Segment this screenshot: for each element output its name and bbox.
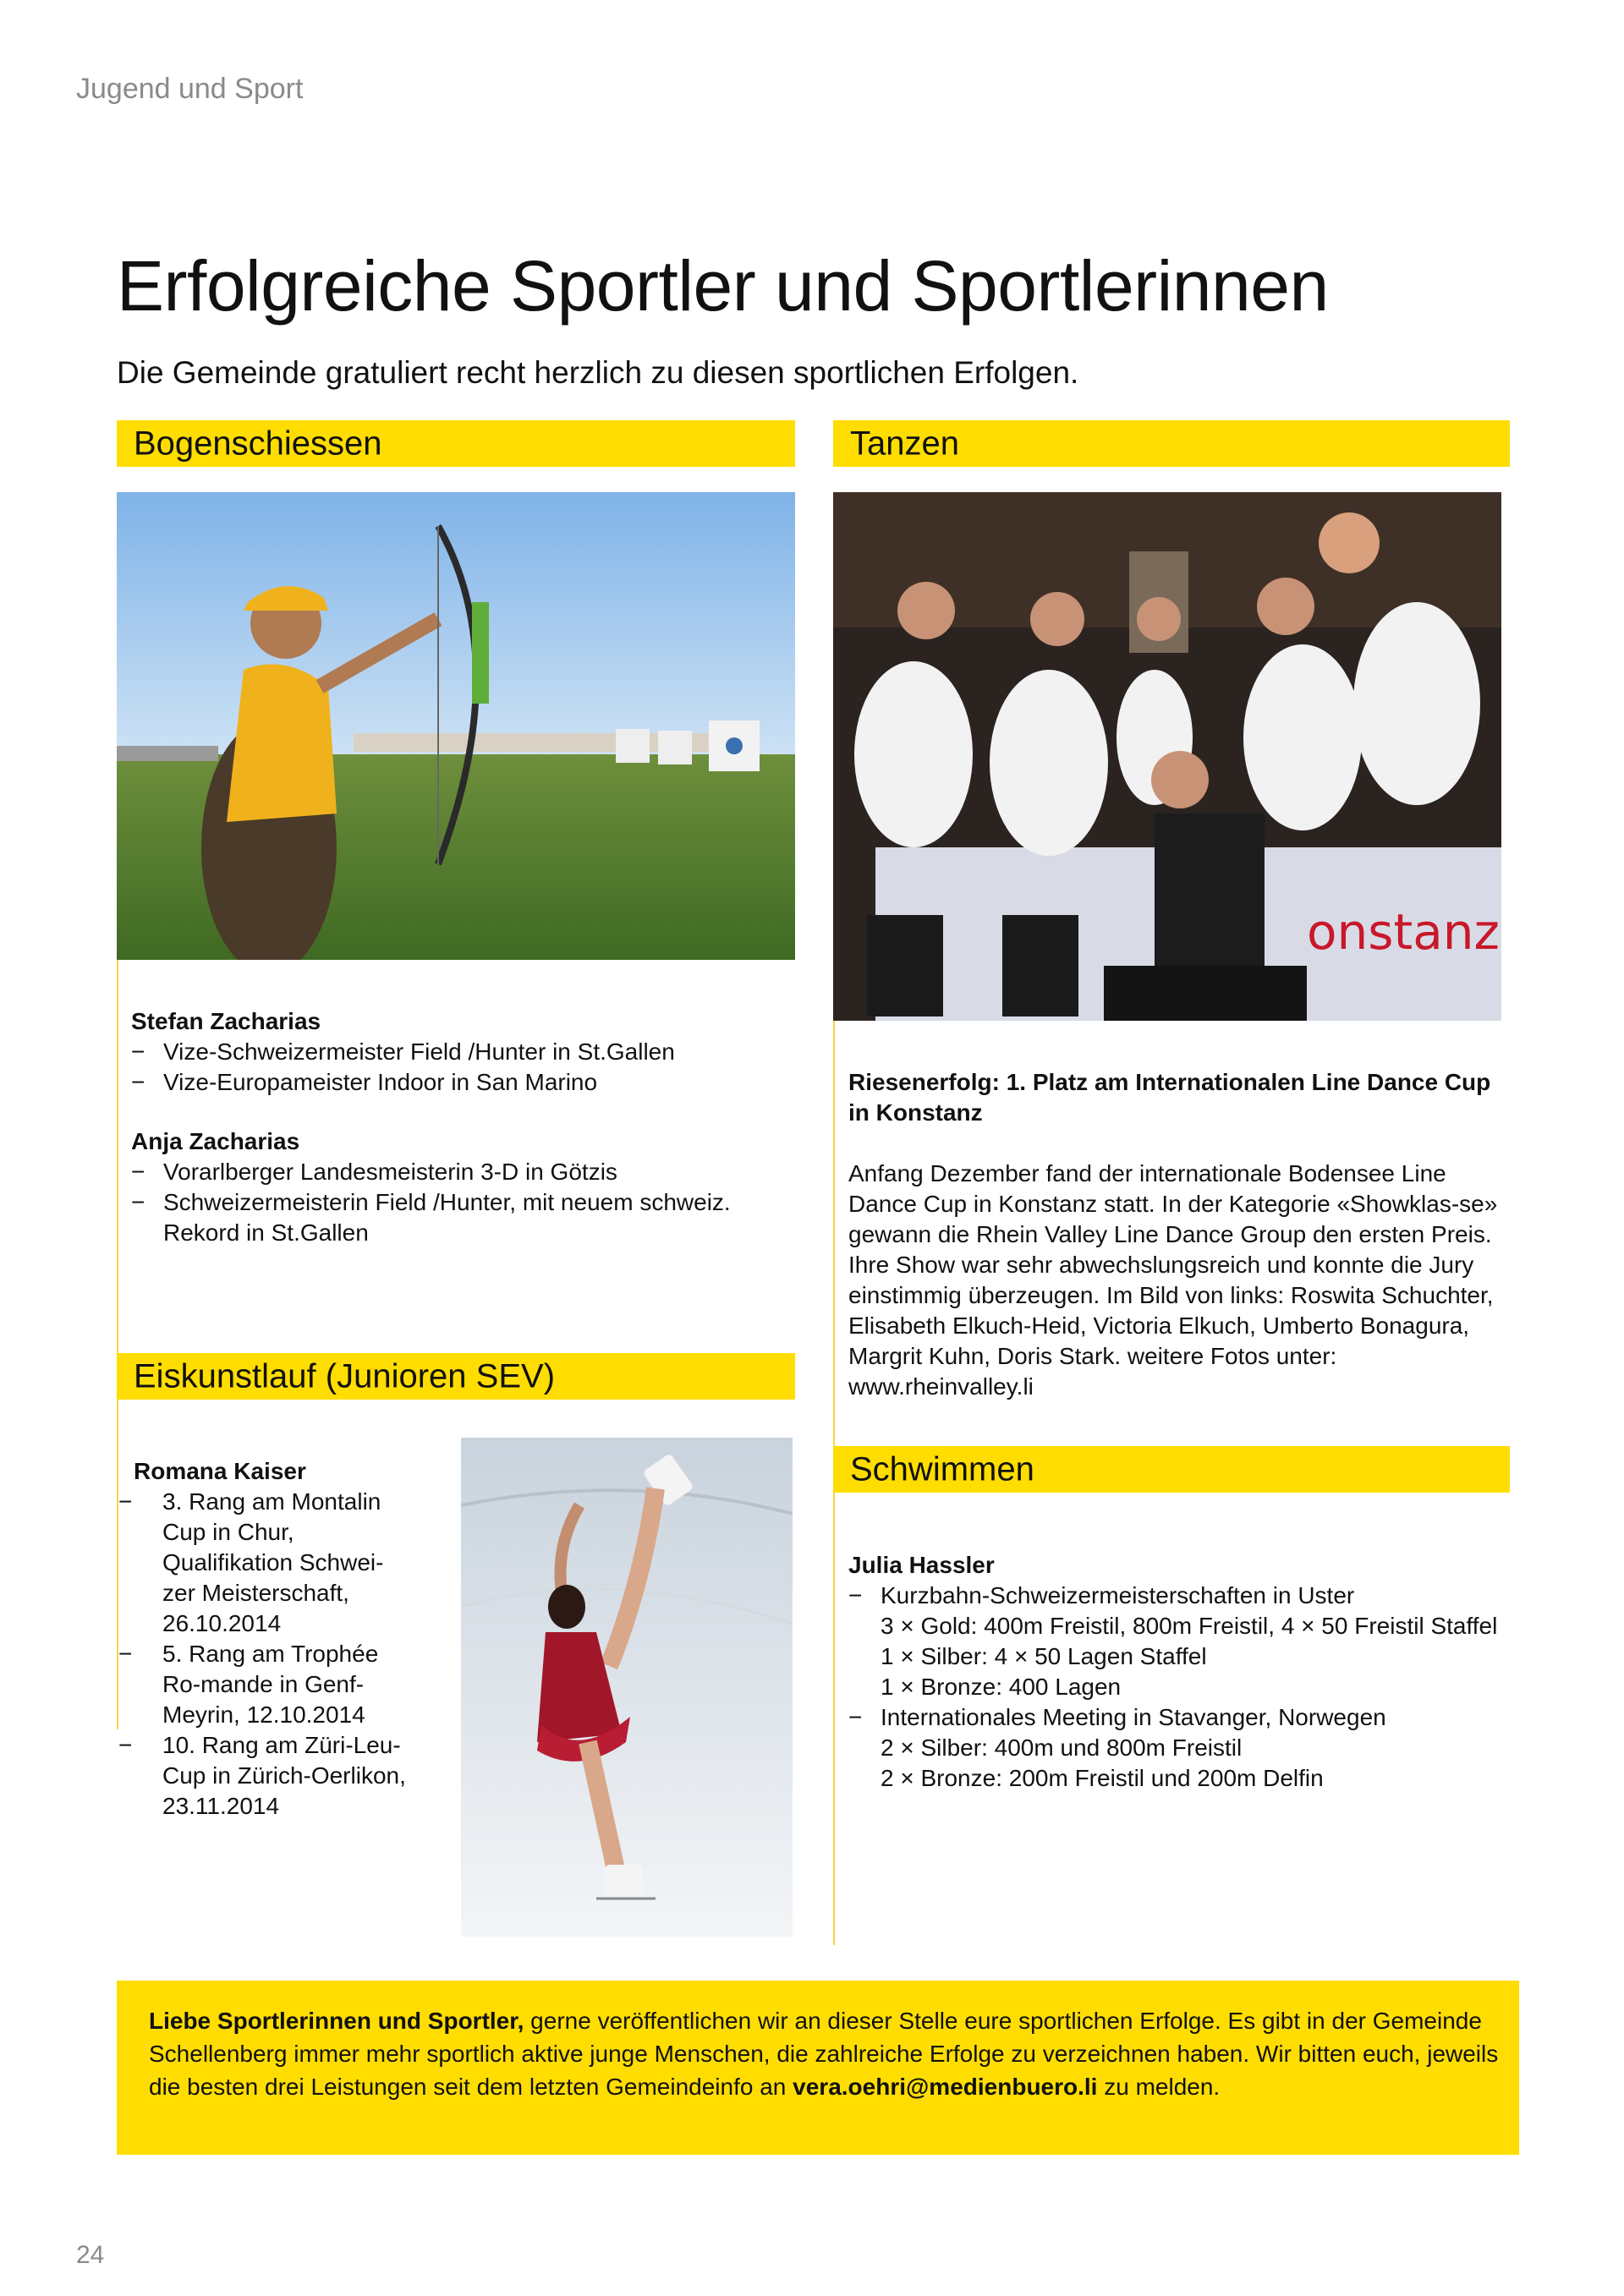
athlete-name: Anja Zacharias: [131, 1128, 300, 1154]
page-title: Erfolgreiche Sportler und Sportlerinnen: [117, 246, 1329, 326]
svg-text:onstanz: onstanz: [1307, 903, 1500, 961]
notice-lead: Liebe Sportlerinnen und Sportler,: [149, 2008, 524, 2034]
results-list: [131, 1157, 791, 1248]
skating-results: [118, 1456, 457, 1822]
athlete-name: Julia Hassler: [848, 1552, 995, 1578]
heading-dance: [833, 420, 1510, 467]
archery-photo: [117, 492, 795, 960]
archery-results: [131, 1006, 791, 1248]
notice-text: Liebe Sportlerinnen und Sportler, gerne veröffentlichen wir an dieser Stelle eure sportlichen Erfolge. Es gibt in der Gemeinde Schellenberg immer mehr sportlich aktive junge Menschen, die zahlreiche Erfolge zu verzeichnen haben. Wir bitten euch, jeweils die besten drei Leistungen seit dem letzten Gemeindeinfo an vera.oehri@medienbuero.li zu melden.: [149, 2008, 1499, 2100]
list-item: − Schweizermeisterin Field /Hunter, mit neuem schweiz. Rekord in St.Gallen: [131, 1189, 731, 1246]
swimming-results: [848, 1550, 1517, 1794]
page-subtitle: Die Gemeinde gratuliert recht herzlich zu diesen sportlichen Erfolgen.: [117, 355, 1079, 390]
heading-skating-label: Eiskunstlauf (Junioren SEV): [134, 1357, 556, 1395]
athlete-name: Stefan Zacharias: [131, 1008, 321, 1034]
list-item: − Kurzbahn-Schweizermeisterschaften in Uster 3 × Gold: 400m Freistil, 800m Freistil, 4 × 50 Freistil Staffel 1 × Silber: 4 × 50 Lagen Staffel 1 × Bronze: 400 Lagen: [848, 1582, 1498, 1700]
section-label: Jugend und Sport: [76, 73, 304, 105]
dance-article: Anfang Dezember fand der internationale Bodensee Line Dance Cup in Konstanz statt. In der Kategorie «Showklas-se» gewann die Rhein Valley Line Dance Group den ersten Preis. Ihre Show war sehr abwechslungsreich und konnte die Jury einstimmig überzeugen. Im Bild von links: Roswita Schuchter, Elisabeth Elkuch-Heid, Victoria Elkuch, Umberto Bonagura, Margrit Kuhn, Doris Stark. weitere Fotos unter: www.rheinvalley.li: [848, 1160, 1498, 1400]
results-list: [118, 1487, 457, 1822]
list-item: − Vize-Schweizermeister Field /Hunter in St.Gallen: [131, 1038, 675, 1065]
list-item: − 5. Rang am Trophée Ro-mande in Genf-Meyrin, 12.10.2014: [118, 1641, 379, 1728]
page-number: 24: [76, 2241, 105, 2269]
notice-box: [117, 1981, 1519, 2155]
dance-headline: Riesenerfolg: 1. Platz am Internationalen Line Dance Cup in Konstanz: [848, 1069, 1491, 1126]
heading-dance-label: Tanzen: [850, 425, 959, 462]
results-list: [131, 1037, 791, 1098]
heading-archery-label: Bogenschiessen: [134, 425, 382, 462]
skating-photo: [461, 1438, 793, 1937]
heading-swimming-label: Schwimmen: [850, 1450, 1034, 1488]
athlete-name: Romana Kaiser: [134, 1458, 306, 1484]
heading-skating: [117, 1353, 795, 1400]
contact-email[interactable]: vera.oehri@medienbuero.li: [793, 2074, 1098, 2100]
dance-photo: [833, 492, 1501, 1021]
heading-archery: [117, 420, 795, 467]
list-item: − 10. Rang am Züri-Leu-Cup in Zürich-Oerlikon, 23.11.2014: [118, 1732, 406, 1819]
results-list: [848, 1581, 1517, 1794]
list-item: − 3. Rang am Montalin Cup in Chur, Qualifikation Schwei-zer Meisterschaft, 26.10.2014: [118, 1488, 384, 1636]
list-item: − Internationales Meeting in Stavanger, Norwegen 2 × Silber: 400m und 800m Freistil 2 × Bronze: 200m Freistil und 200m Delfin: [848, 1704, 1386, 1791]
heading-swimming: [833, 1446, 1510, 1493]
list-item: − Vorarlberger Landesmeisterin 3-D in Götzis: [131, 1159, 617, 1185]
list-item: − Vize-Europameister Indoor in San Marino: [131, 1069, 598, 1095]
